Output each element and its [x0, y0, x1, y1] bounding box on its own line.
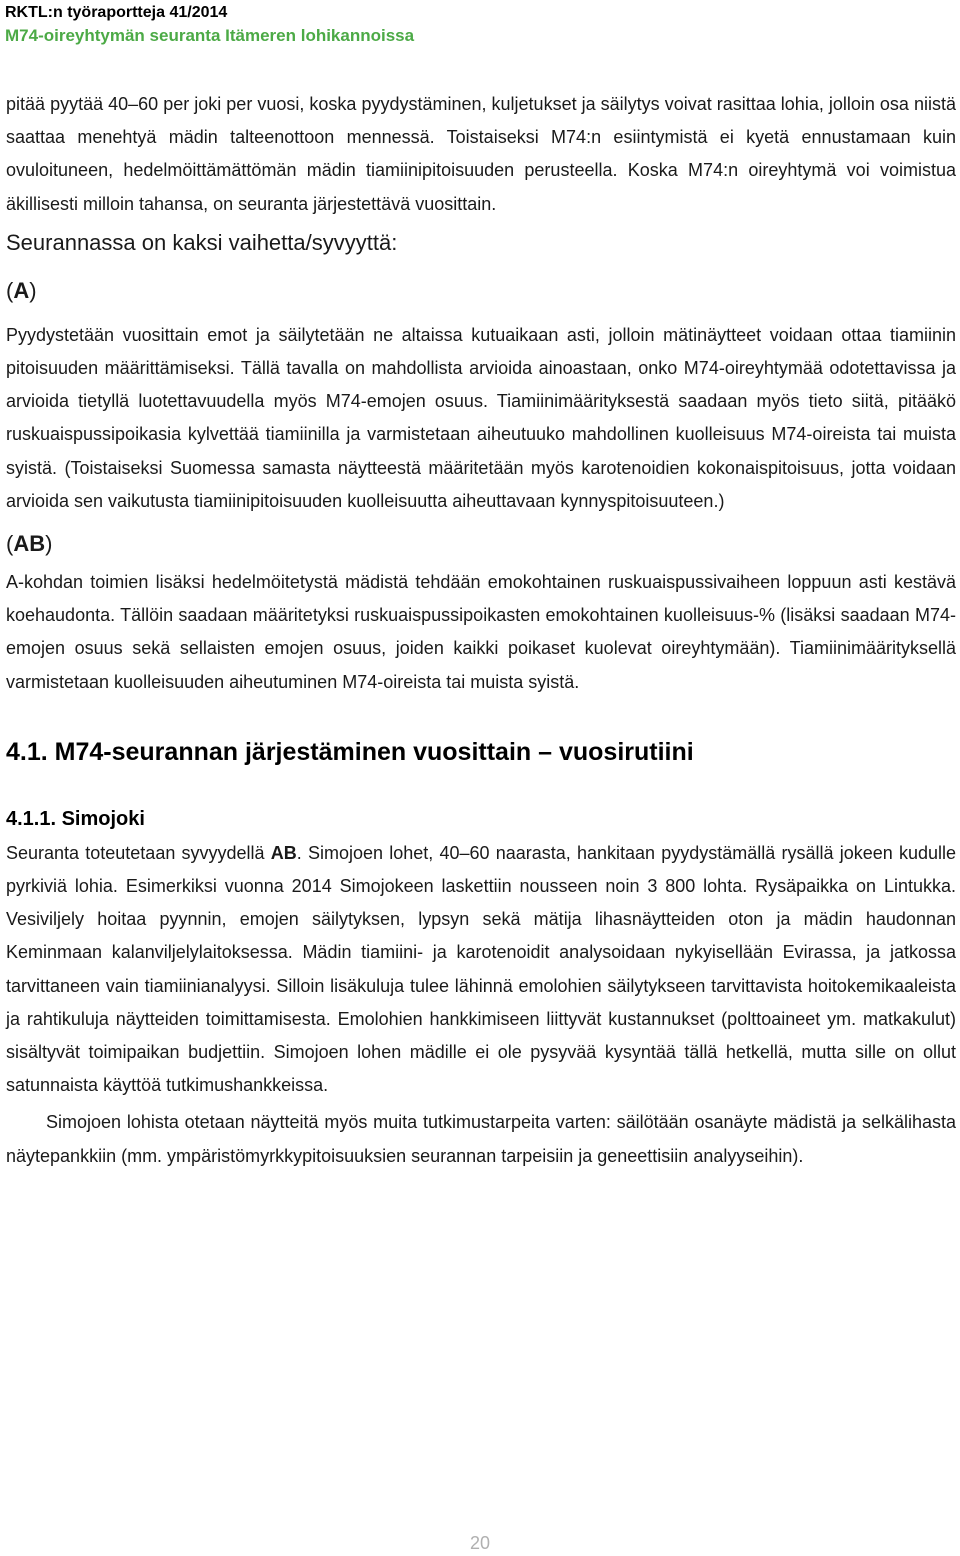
phase-ab-text: A-kohdan toimien lisäksi hedelmöitetystä mädistä tehdään emokohtainen ruskuaispussivaiheen loppuun asti kestävä koehaudonta. Tällöin saadaan määritetyksi ruskuaispussipoikasten emokohtainen kuolleisuus-% (lisäksi saadaan M74-emojen osuus sekä sellaisten emojen osuus, joiden kaikki poikaset kuolevat oireyhtymään). Tiamiinimäärityksellä varmistetaan kuolleisuuden aiheutuminen M74-oireista tai muista syistä. [6, 572, 956, 692]
phase-ab-label [6, 530, 956, 558]
phases-lead-text: Seurannassa on kaksi vaihetta/syvyyttä: [6, 229, 398, 255]
section-4-1-heading: 4.1. M74-seurannan järjestäminen vuosittain – vuosirutiini [6, 737, 694, 766]
simojoki-paragraph-2: Simojoen lohista otetaan näytteitä myös muita tutkimustarpeita varten: säilötään osanäyte mädistä ja selkälihasta näytepankkiin (mm. ympäristömyrkkypitoisuuksien seurannan tarpeisiin ja geneettisiin analyyseihin). [6, 1112, 956, 1166]
page-body [6, 88, 956, 1173]
report-series-title: RKTL:n työraportteja 41/2014 [5, 4, 228, 21]
phase-ab-label-open: ( [6, 531, 14, 557]
phase-ab-label-letter: AB [13, 531, 46, 557]
phase-a-label-open: ( [6, 277, 14, 303]
phase-a-label-letter: A [13, 277, 30, 303]
simojoki-p1-start: Seuranta toteutetaan syvyydellä [6, 842, 271, 863]
phase-ab-label-close: ) [45, 531, 53, 557]
running-header [5, 2, 945, 48]
phase-a-text: Pyydystetään vuosittain emot ja säilytetään ne altaissa kutuaikaan asti, jolloin mätinäytteet voidaan ottaa tiamiinin pitoisuuden määrittämiseksi. Tällä tavalla on mahdollista arvioida ainoastaan, onko M74-oireyhtymää odotettavissa ja arvioida tietyllä luotettavuudella myös M74-emojen osuus. Tiamiinimäärityksestä saadaan myös tieto siitä, pitääkö ruskuaispussipoikasia kylvettää tiamiinilla ja varmistetaan aiheutuuko mahdollinen kuolleisuus M74-oireista tai muista syistä. (Toistaiseksi Suomessa samasta näytteestä määritetään myös karotenoidien kokonaispitoisuus, jotta voidaan arvioida sen vaikutusta tiamiinipitoisuuden kuolleisuutta aiheuttavaan kynnyspitoisuuteen.) [6, 324, 956, 511]
intro-paragraph: pitää pyytää 40–60 per joki per vuosi, koska pyydystäminen, kuljetukset ja säilytys voivat rasittaa lohia, jolloin osa niistä saattaa menehtyä mädin talteenottoon mennessä. Toistaiseksi M74:n esiintymistä ei kyetä ennustamaan kuin ovuloituneen, hedelmöittämättömän mädin tiamiinipitoisuuden perusteella. Koska M74:n oireyhtymä voi voimistua äkillisesti milloin tahansa, on seuranta järjestettävä vuosittain. [6, 94, 956, 214]
simojoki-p1-depth-code: AB [270, 842, 297, 863]
report-title: M74-oireyhtymän seuranta Itämeren lohikannoissa [5, 26, 415, 45]
simojoki-p1-rest: . Simojoen lohet, 40–60 naarasta, hankitaan pyydystämällä rysällä jokeen kudulle pyrkiviä lohia. Esimerkiksi vuonna 2014 Simojokeen laskettiin nousseen noin 3 800 lohta. Rysäpaikka on Lintukka. Vesiviljely hoitaa pyynnin, emojen säilytyksen, lypsyn sekä mätija lihasnäytteiden oton ja mädin haudonnan Keminmaan kalanviljelylaitoksessa. Mädin tiamiini- ja karotenoidit analysoidaan nykyisellään Evirassa, ja jatkossa tarvittaneen vain tiamiinianalyysi. Silloin lisäkuluja tulee lähinnä emolohien säilytykseen tarvittavista hoitokemikaaleista ja rahtikuluja näytteiden toimittamisesta. Emolohien hankkimiseen liittyvät kustannukset (polttoaineet ym. matkakulut) sisältyvät toimipaikan budjettiin. Simojoen lohen mädille ei ole pysyvää kysyntää tällä hetkellä, mutta sille on ollut satunnaista käyttöä tutkimushankkeissa. [6, 842, 956, 1096]
simojoki-paragraph-1 [6, 837, 956, 1103]
section-4-1-1-heading: 4.1.1. Simojoki [6, 807, 145, 830]
page-number: 20 [469, 1533, 491, 1553]
phase-a-label-close: ) [29, 277, 37, 303]
phase-a-label [6, 277, 956, 305]
